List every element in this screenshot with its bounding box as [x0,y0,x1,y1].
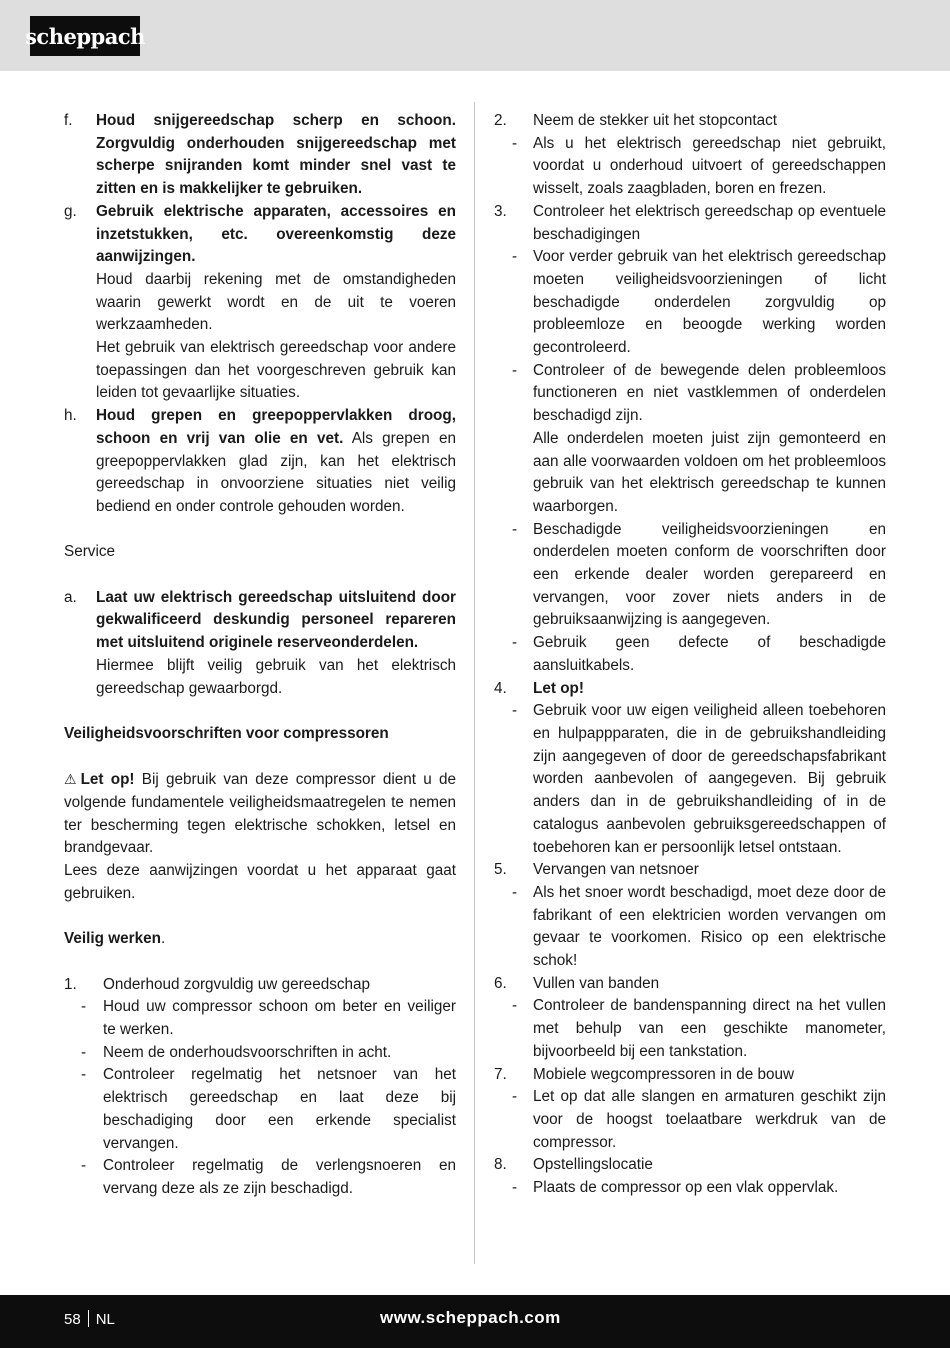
bullet-item [494,519,886,633]
list-text: Onderhoud zorgvuldig uw gereedschap [103,975,371,993]
list-marker: 1. [64,975,77,993]
normal-text: Als grepen en greepoppervlakken glad zijn, kan het elektrisch gereedschap in onvoorziene situaties niet veilig bediend en onder controle gehouden worden. [96,429,456,515]
bullet-item [494,882,886,973]
list-text [96,405,456,519]
bullet-item [494,995,886,1063]
bullet-marker: - [512,361,518,379]
bullet-text: Als u het elektrisch gereedschap niet gebruikt, voordat u onderhoud uitvoert of gereedschappen wisselt, zoals zaagbladen, boren en frezen. [533,134,886,198]
bullet-item [494,246,886,360]
left-column [64,110,456,1201]
section-heading-service: Service [64,543,116,561]
bullet-marker: - [512,997,518,1015]
paragraph: Het gebruik van elektrisch gereedschap voor andere toepassingen dan het voorgeschreven gebruik kan leiden tot gevaarlijke situaties. [96,339,456,402]
bullet-item [494,632,886,677]
paragraph: Hiermee blijft veilig gebruik van het elektrisch gereedschap gewaarborgd. [96,656,456,697]
bullet-text: Beschadigde veiligheidsvoorzieningen en onderdelen moeten conform de voorschriften door een erkende dealer worden gerepareerd en vervangen, voor zover niets anders in de gebruiksaanwijzing is aangegeven. [533,520,886,629]
warning-icon: ⚠ [64,771,77,788]
bold-text: Houd grepen en greepoppervlakken droog, schoon en vrij van olie en vet. [96,407,456,447]
list-marker: 7. [494,1065,507,1083]
bullet-item [64,1155,456,1200]
numbered-item-2 [494,110,886,133]
list-item-g [64,201,456,269]
numbered-item-1 [64,974,456,997]
bullet-text: Neem de onderhoudsvoorschriften in acht. [103,1043,392,1061]
website-link[interactable]: www.scheppach.com [380,1308,561,1327]
list-text: Controleer het elektrisch gereedschap op eventuele beschadigingen [533,202,886,243]
paragraph: Houd daarbij rekening met de omstandigheden waarin gewerkt wordt en de uit te voeren werkzaamheden. [96,270,456,334]
paragraph: Lees deze aanwijzingen voordat u het apparaat gaat gebruiken. [64,862,456,902]
footer-separator [88,1310,89,1327]
list-marker: f. [64,112,73,129]
page-number-area [64,1310,115,1328]
bullet-marker: - [512,1179,518,1197]
bullet-item [64,1042,456,1065]
list-marker: 3. [494,202,507,220]
list-text: Vervangen van netsnoer [533,861,699,879]
list-item-a [64,587,456,655]
bullet-text: Let op dat alle slangen en armaturen geschikt zijn voor de hoogst toelaatbare werkdruk van de compressor. [533,1088,886,1151]
bullet-item [494,360,886,428]
bullet-marker: - [512,702,518,720]
list-text: Vullen van banden [533,974,660,992]
list-marker: h. [64,407,77,425]
bullet-text: Gebruik geen defecte of beschadigde aansluitkabels. [533,634,886,674]
bullet-item [494,700,886,859]
bullet-item [64,1064,456,1155]
numbered-item-4 [494,678,886,701]
bullet-marker: - [81,1157,87,1175]
numbered-item-3 [494,201,886,246]
page-footer [0,1295,950,1348]
list-item-f [64,110,456,201]
column-divider [474,102,475,1264]
bullet-marker: - [512,248,518,266]
list-marker: a. [64,588,77,606]
bullet-text: Controleer de bandenspanning direct na het vullen met behulp van een geschikte manometer, bijvoorbeeld bij een tankstation. [533,997,886,1060]
bullet-marker: - [512,634,518,652]
bullet-text: Als het snoer wordt beschadigd, moet deze door de fabrikant of een elektricien worden vervangen om gevaar te voorkomen. Risico op een elektrische schok! [533,883,886,970]
numbered-item-5 [494,859,886,882]
bold-text: Veilig werken [64,930,161,948]
section-heading-safe-work [64,928,456,951]
bullet-text: Controleer regelmatig de verlengsnoeren en vervang deze als ze zijn beschadigd. [103,1157,456,1197]
language-code: NL [95,1311,115,1328]
bullet-marker: - [81,1066,87,1084]
list-text: Houd snijgereedschap scherp en schoon. Zorgvuldig onderhouden snijgereedschap met scherpe snijranden komt minder snel vast te zitten en is makkelijker te gebruiken. [96,112,456,198]
list-marker: g. [64,202,77,220]
list-text: Gebruik elektrische apparaten, accessoires en inzetstukken, etc. overeenkomstig deze aanwijzingen. [96,202,456,266]
list-text: Laat uw elektrisch gereedschap uitsluitend door gekwalificeerd deskundig personeel repareren met uitsluitend originele reserveonderdelen. [96,588,456,652]
page-header [0,0,950,71]
bullet-marker: - [512,883,518,901]
bullet-text: Gebruik voor uw eigen veiligheid alleen toebehoren en hulpappparaten, die in de gebruikshandleiding zijn aangegeven of door de gereedschapsfabrikant worden aanbevolen of aangegeven. Bij gebruik anders dan in de gebruikshandleiding of in de catalogus aanbevolen gebruiksgereedschappen of toebehoren kan er persoonlijk letsel ontstaan. [533,702,886,856]
list-item-h [64,405,456,519]
section-heading-compressors: Veiligheidsvoorschriften voor compressoren [64,724,389,742]
period: . [160,930,166,948]
list-marker: 6. [494,974,507,992]
numbered-item-8 [494,1154,886,1177]
list-text: Opstellingslocatie [533,1156,653,1174]
list-text: Mobiele wegcompressoren in de bouw [533,1065,795,1083]
list-marker: 5. [494,861,507,879]
bullet-text: Controleer of de bewegende delen probleemloos functioneren en niet vastklemmen of onderdelen beschadigd zijn. [533,361,886,425]
bullet-marker: - [512,134,518,152]
bullet-item [494,1177,886,1200]
scheppach-logo: scheppach [30,16,140,56]
numbered-item-6 [494,973,886,996]
bullet-item [494,1086,886,1154]
list-text: Let op! [533,679,584,697]
list-marker: 2. [494,112,507,129]
warning-label: Let op! [80,771,135,789]
list-marker: 4. [494,679,507,697]
bullet-marker: - [512,1088,518,1106]
list-marker: 8. [494,1156,507,1174]
bullet-text: Houd uw compressor schoon om beter en veiliger te werken. [103,998,456,1039]
bullet-item [494,133,886,201]
warning-paragraph [64,768,456,860]
bullet-marker: - [512,520,518,538]
bullet-marker: - [81,998,87,1016]
numbered-item-7 [494,1064,886,1087]
warning-text: Bij gebruik van deze compressor dient u de volgende fundamentele veiligheidsmaatregelen te nemen ter bescherming tegen elektrische schokken, letsel en brandgevaar. [64,771,456,857]
right-column [494,110,886,1200]
list-text: Neem de stekker uit het stopcontact [533,112,778,129]
bullet-item [64,996,456,1041]
bullet-text: Controleer regelmatig het netsnoer van het elektrisch gereedschap en laat deze bij beschadiging door een erkende specialist vervangen. [103,1066,456,1152]
bullet-text: Plaats de compressor op een vlak oppervlak. [533,1179,839,1197]
paragraph: Alle onderdelen moeten juist zijn gemonteerd en aan alle voorwaarden voldoen om het probleemloos gebruik van het elektrisch gereedschap te kunnen waarborgen. [533,429,886,515]
bullet-marker: - [81,1043,87,1061]
bullet-text: Voor verder gebruik van het elektrisch gereedschap moeten veiligheidsvoorzieningen of licht beschadigde onderdelen zorgvuldig op probleemloze en beoogde werking worden gecontroleerd. [533,248,886,357]
page-number: 58 [64,1311,81,1328]
